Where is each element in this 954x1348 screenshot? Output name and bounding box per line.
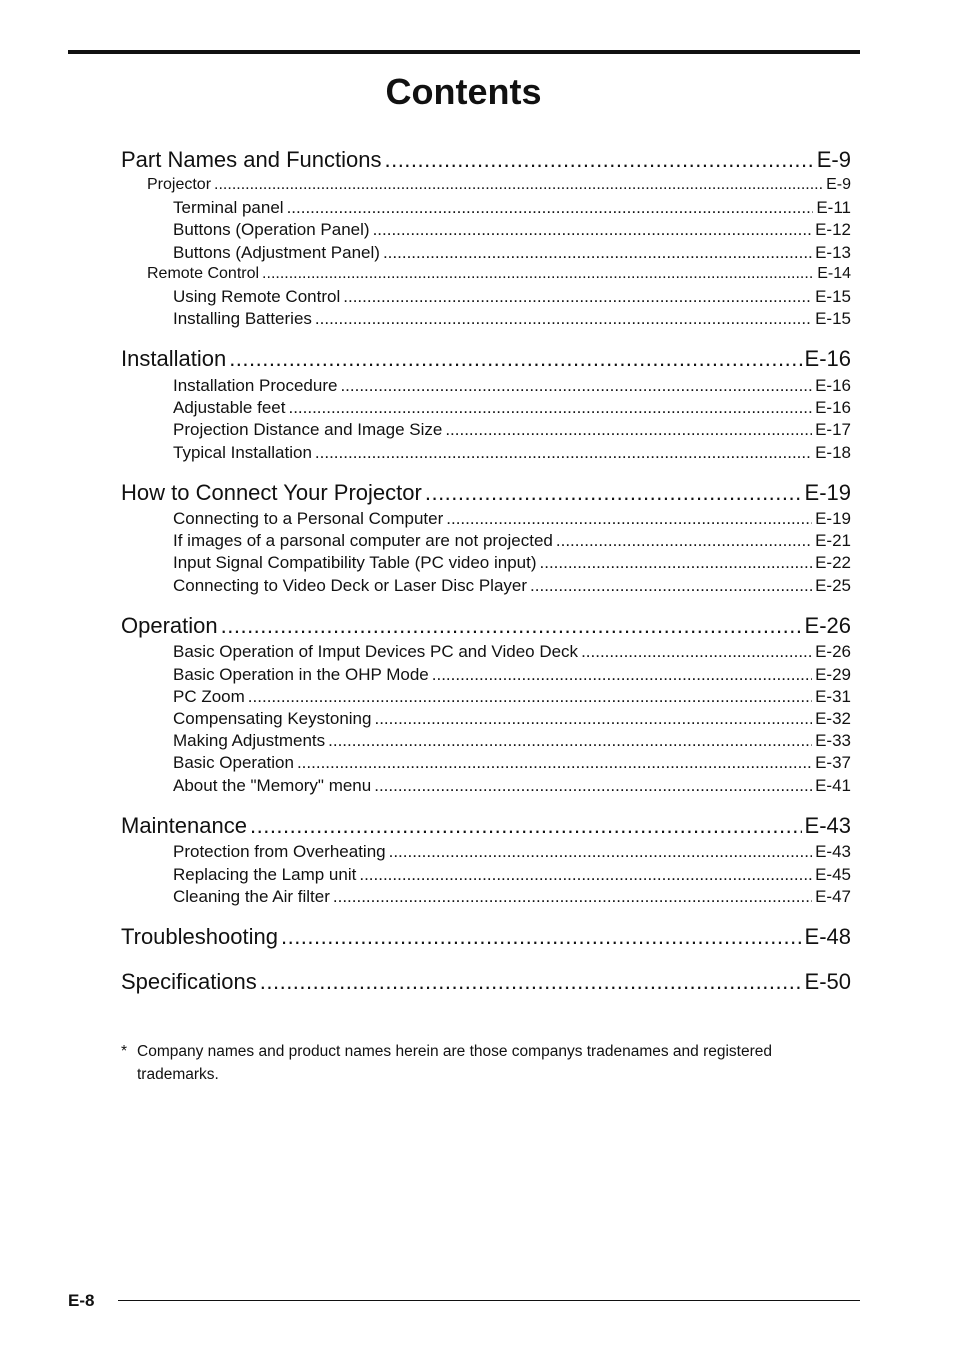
toc-dot-leader — [297, 753, 812, 773]
toc-entry-label: Specifications — [121, 969, 257, 994]
toc-dot-leader — [373, 220, 813, 240]
toc-entry-page: E-50 — [804, 969, 851, 994]
toc-entry-label: Connecting to a Personal Computer — [173, 509, 444, 528]
toc-entry-page: E-19 — [815, 509, 851, 528]
toc-subsection-entry[interactable] — [173, 220, 851, 240]
toc-entry-label: Terminal panel — [173, 198, 284, 217]
toc-entry-label: If images of a parsonal computer are not projected — [173, 531, 553, 550]
bottom-rule — [118, 1300, 860, 1301]
toc-entry-page: E-37 — [815, 753, 851, 772]
toc-section-entry[interactable] — [121, 480, 851, 506]
toc-entry-label: Protection from Overheating — [173, 842, 386, 861]
toc-entry-label: Basic Operation of Imput Devices PC and Video Deck — [173, 642, 579, 661]
toc-entry-label: PC Zoom — [173, 687, 245, 706]
toc-section-entry[interactable] — [121, 813, 851, 839]
toc-entry-page: E-16 — [804, 346, 851, 371]
toc-dot-leader — [432, 665, 812, 685]
toc-subsection-entry[interactable] — [173, 731, 851, 751]
toc-entry-label: Installation Procedure — [173, 376, 338, 395]
toc-entry-page: E-16 — [815, 398, 851, 417]
toc-entry-page: E-15 — [815, 287, 851, 306]
toc-entry-page: E-47 — [815, 887, 851, 906]
toc-subsection-entry[interactable] — [147, 176, 851, 194]
toc-dot-leader — [540, 553, 813, 573]
toc-entry-label: Cleaning the Air filter — [173, 887, 330, 906]
toc-entry-page: E-12 — [815, 220, 851, 239]
toc-dot-leader — [214, 176, 823, 194]
toc-entry-page: E-41 — [815, 776, 851, 795]
toc-dot-leader — [530, 576, 812, 596]
toc-subsection-entry[interactable] — [173, 531, 851, 551]
toc-entry-label: Operation — [121, 613, 218, 638]
toc-dot-leader — [581, 642, 812, 662]
toc-section-entry[interactable] — [121, 613, 851, 639]
toc-subsection-entry[interactable] — [173, 243, 851, 263]
toc-entry-label: Adjustable feet — [173, 398, 286, 417]
toc-entry-label: Connecting to Video Deck or Laser Disc Player — [173, 576, 528, 595]
toc-entry-page: E-15 — [815, 309, 851, 328]
toc-dot-leader — [425, 480, 802, 506]
top-rule — [68, 50, 860, 54]
toc-subsection-entry[interactable] — [173, 687, 851, 707]
toc-entry-label: How to Connect Your Projector — [121, 480, 422, 505]
toc-subsection-entry[interactable] — [173, 776, 851, 796]
toc-entry-page: E-19 — [804, 480, 851, 505]
toc-entry-label: Buttons (Operation Panel) — [173, 220, 370, 239]
toc-entry-page: E-13 — [815, 243, 851, 262]
toc-subsection-entry[interactable] — [173, 709, 851, 729]
toc-dot-leader — [343, 287, 812, 307]
toc-dot-leader — [389, 842, 812, 862]
toc-entry-page: E-43 — [804, 813, 851, 838]
toc-dot-leader — [359, 865, 812, 885]
toc-dot-leader — [288, 398, 812, 418]
toc-dot-leader — [262, 265, 814, 283]
toc-entry-label: Basic Operation in the OHP Mode — [173, 665, 429, 684]
toc-subsection-entry[interactable] — [173, 753, 851, 773]
footnote — [121, 1040, 841, 1086]
toc-dot-leader — [287, 198, 814, 218]
toc-entry-page: E-18 — [815, 443, 851, 462]
toc-entry-label: Making Adjustments — [173, 731, 326, 750]
toc-subsection-entry[interactable] — [173, 198, 851, 218]
toc-dot-leader — [384, 147, 813, 173]
toc-subsection-entry[interactable] — [173, 842, 851, 862]
toc-dot-leader — [374, 776, 812, 796]
toc-subsection-entry[interactable] — [173, 376, 851, 396]
toc-entry-label: Typical Installation — [173, 443, 312, 462]
toc-entry-page: E-9 — [826, 176, 851, 193]
toc-entry-label: Troubleshooting — [121, 924, 278, 949]
toc-entry-label: Buttons (Adjustment Panel) — [173, 243, 380, 262]
toc-dot-leader — [248, 687, 812, 707]
toc-subsection-entry[interactable] — [173, 420, 851, 440]
toc-entry-label: Projector — [147, 176, 212, 193]
toc-entry-page: E-25 — [815, 576, 851, 595]
toc-dot-leader — [315, 443, 812, 463]
toc-section-entry[interactable] — [121, 924, 851, 950]
toc-section-entry[interactable] — [121, 147, 851, 173]
toc-dot-leader — [333, 887, 812, 907]
toc-entry-page: E-26 — [804, 613, 851, 638]
toc-entry-page: E-16 — [815, 376, 851, 395]
toc-entry-label: Maintenance — [121, 813, 247, 838]
toc-subsection-entry[interactable] — [173, 553, 851, 573]
toc-dot-leader — [328, 731, 812, 751]
toc-entry-label: Projection Distance and Image Size — [173, 420, 443, 439]
toc-dot-leader — [374, 709, 812, 729]
toc-entry-label: Remote Control — [147, 265, 260, 282]
toc-dot-leader — [315, 309, 812, 329]
toc-entry-label: Compensating Keystoning — [173, 709, 372, 728]
toc-dot-leader — [556, 531, 812, 551]
toc-entry-page: E-45 — [815, 865, 851, 884]
toc-entry-label: Installation — [121, 346, 227, 371]
toc-subsection-entry[interactable] — [173, 287, 851, 307]
toc-subsection-entry[interactable] — [173, 887, 851, 907]
toc-entry-label: Replacing the Lamp unit — [173, 865, 357, 884]
toc-subsection-entry[interactable] — [173, 865, 851, 885]
toc-entry-page: E-26 — [815, 642, 851, 661]
toc-dot-leader — [250, 813, 802, 839]
toc-entry-label: Installing Batteries — [173, 309, 312, 328]
toc-subsection-entry[interactable] — [173, 309, 851, 329]
page-title: Contents — [385, 71, 542, 112]
toc-entry-page: E-43 — [815, 842, 851, 861]
toc-entry-page: E-22 — [815, 553, 851, 572]
toc-entry-label: About the "Memory" menu — [173, 776, 372, 795]
toc-entry-page: E-9 — [816, 147, 851, 172]
toc-subsection-entry[interactable] — [147, 265, 851, 283]
toc-entry-page: E-14 — [817, 265, 851, 282]
toc-entry-page: E-33 — [815, 731, 851, 750]
toc-entry-page: E-48 — [804, 924, 851, 949]
toc-dot-leader — [446, 509, 812, 529]
toc-entry-label: Input Signal Compatibility Table (PC video input) — [173, 553, 537, 572]
toc-subsection-entry[interactable] — [173, 443, 851, 463]
toc-entry-label: Using Remote Control — [173, 287, 341, 306]
page-number: E-8 — [68, 1291, 95, 1310]
toc-subsection-entry[interactable] — [173, 509, 851, 529]
toc-subsection-entry[interactable] — [173, 665, 851, 685]
toc-section-entry[interactable] — [121, 969, 851, 995]
toc-dot-leader — [445, 420, 812, 440]
toc-entry-page: E-31 — [815, 687, 851, 706]
toc-entry-page: E-29 — [815, 665, 851, 684]
toc-dot-leader — [281, 924, 802, 950]
toc-subsection-entry[interactable] — [173, 576, 851, 596]
toc-dot-leader — [383, 243, 812, 263]
toc-entry-page: E-21 — [815, 531, 851, 550]
footnote-text: Company names and product names herein are those companys tradenames and registered trademarks. — [137, 1043, 773, 1083]
footnote-marker: * — [121, 1043, 128, 1060]
toc-section-entry[interactable] — [121, 346, 851, 372]
toc-entry-page: E-32 — [815, 709, 851, 728]
toc-subsection-entry[interactable] — [173, 642, 851, 662]
toc-dot-leader — [229, 346, 801, 372]
toc-entry-page: E-17 — [815, 420, 851, 439]
toc-entry-label: Part Names and Functions — [121, 147, 382, 172]
toc-dot-leader — [340, 376, 812, 396]
toc-subsection-entry[interactable] — [173, 398, 851, 418]
toc-entry-page: E-11 — [816, 198, 851, 217]
toc-dot-leader — [221, 613, 802, 639]
toc-entry-label: Basic Operation — [173, 753, 294, 772]
toc-dot-leader — [260, 969, 802, 995]
